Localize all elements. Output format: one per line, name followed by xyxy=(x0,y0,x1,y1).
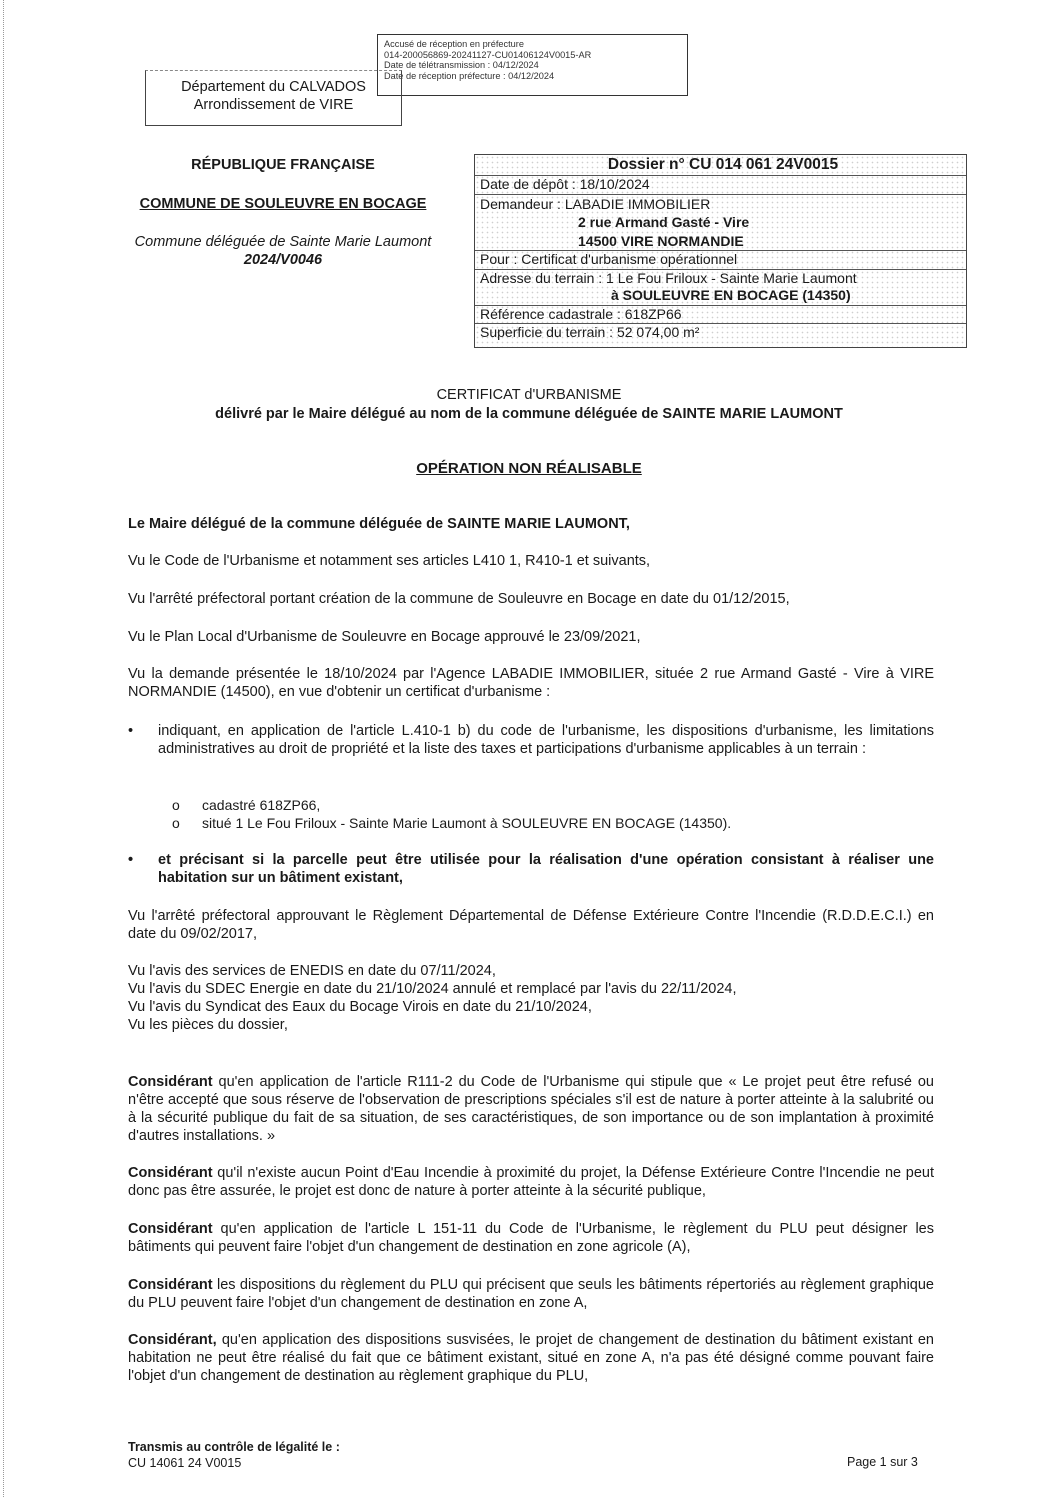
vu-demande: Vu la demande présentée le 18/10/2024 par l'Agence LABADIE IMMOBILIER, située 2 rue Armand Gasté - Vire à VIRE NORMANDIE (14500), en vue d'obtenir un certificat d'urbanisme : xyxy=(128,666,934,700)
considerant-1-label: Considérant xyxy=(128,1074,213,1090)
scan-margin-dots xyxy=(3,0,5,1497)
vu-avis-block xyxy=(128,962,934,1034)
certificat-title: CERTIFICAT d'URBANISME xyxy=(436,387,622,403)
vu-avis-enedis: Vu l'avis des services de ENEDIS en date du 07/11/2024, xyxy=(128,963,496,979)
bullet-item-1: • indiquant, en application de l'article L.410-1 b) du code de l'urbanisme, les dispositions d'urbanisme, les limitations administratives au droit de propriété et la liste des taxes et participations d'urbanisme applicables à un terrain : xyxy=(128,723,934,757)
considerant-4-text: les dispositions du règlement du PLU qui précisent que seuls les bâtiments répertoriés au règlement graphique du PLU peuvent faire l'objet d'un changement de destination en zone A, xyxy=(128,1277,934,1311)
considerant-1-text: qu'en application de l'article R111-2 du Code de l'Urbanisme qui stipule que « Le projet peut être refusé ou n'être accepté que sous réserve de l'observation de prescriptions spéciales s'il est de nature à porter atteinte à la salubrité ou à la sécurité publique du fait de sa situation, de ses caractéristiques, de son importance ou de son implantation à proximité d'autres installations. » xyxy=(128,1074,934,1144)
demandeur-address-2: 14500 VIRE NORMANDIE xyxy=(578,232,744,249)
superficie: Superficie du terrain : 52 074,00 m² xyxy=(480,324,700,340)
certificat-subtitle: délivré par le Maire délégué au nom de la commune déléguée de SAINTE MARIE LAUMONT xyxy=(215,406,843,422)
commune-deleguee xyxy=(108,233,458,269)
certificat-title-block xyxy=(0,386,1058,424)
considerant-5-text: qu'en application des dispositions susvisées, le projet de changement de destination du bâtiment existant en habitation ne peut être réalisé du fait que ce bâtiment existant, situé en zone A, n'a pas été désigné comme pouvant faire l'objet d'un changement de destination au règlement graphique du PLU, xyxy=(128,1332,934,1384)
considerant-5-label: Considérant, xyxy=(128,1332,217,1348)
considerant-3-text: qu'en application de l'article L 151-11 du Code de l'Urbanisme, le règlement du PLU peut désigner les bâtiments qui peuvent faire l'objet d'un changement de destination en zone agricole (A), xyxy=(128,1221,934,1255)
vu-avis-sdec: Vu l'avis du SDEC Energie en date du 21/10/2024 annulé et remplacé par l'avis du 22/11/2024, xyxy=(128,981,737,997)
department-box xyxy=(145,70,402,126)
considerant-2-label: Considérant xyxy=(128,1165,213,1181)
vu-code-urbanisme: Vu le Code de l'Urbanisme et notamment ses articles L410 1, R410-1 et suivants, xyxy=(128,553,651,569)
sub-item-2-text: situé 1 Le Fou Friloux - Sainte Marie Laumont à SOULEUVRE EN BOCAGE (14350). xyxy=(202,815,732,831)
vu-plu: Vu le Plan Local d'Urbanisme de Souleuvre en Bocage approuvé le 23/09/2021, xyxy=(128,629,641,645)
commune-deleguee-name: Commune déléguée de Sainte Marie Laumont xyxy=(134,234,432,250)
arrete-reference: 2024/V0046 xyxy=(243,252,323,268)
dossier-box xyxy=(474,154,967,348)
bullet-item-2: • et précisant si la parcelle peut être utilisée pour la réalisation d'une opération consistant à réaliser une habitation sur un bâtiment existant, xyxy=(128,852,934,886)
considerant-3-label: Considérant xyxy=(128,1221,213,1237)
footer-dossier-ref: CU 14061 24 V0015 xyxy=(128,1455,242,1470)
considerant-5 xyxy=(128,1331,934,1385)
footer-transmission xyxy=(128,1440,340,1471)
department-line: Département du CALVADOS xyxy=(181,79,366,95)
maire-line: Le Maire délégué de la commune déléguée de SAINTE MARIE LAUMONT, xyxy=(128,516,630,532)
terrain-address-1: Adresse du terrain : 1 Le Fou Friloux - Sainte Marie Laumont xyxy=(480,269,857,286)
sub-item-1-text: cadastré 618ZP66, xyxy=(202,797,321,813)
vu-pieces-dossier: Vu les pièces du dossier, xyxy=(128,1017,288,1033)
vu-rddeci: Vu l'arrêté préfectoral approuvant le Règlement Départemental de Défense Extérieure Contre l'Incendie (R.D.D.E.C.I.) en date du 09/02/2017, xyxy=(128,908,934,942)
reference-cadastrale: Référence cadastrale : 618ZP66 xyxy=(475,306,966,325)
bullet-item-2-text: et précisant si la parcelle peut être utilisée pour la réalisation d'une opération consistant à réaliser une habitation sur un bâtiment existant, xyxy=(158,852,934,886)
stamp-line-2: 014-200056869-20241127-CU01406124V0015-AR xyxy=(384,49,592,60)
arrondissement-line: Arrondissement de VIRE xyxy=(193,97,354,113)
terrain-block xyxy=(475,270,966,306)
demandeur: Demandeur : LABADIE IMMOBILIER xyxy=(480,195,711,212)
stamp-line-1: Accusé de réception en préfecture xyxy=(384,39,524,49)
considerant-4-label: Considérant xyxy=(128,1277,213,1293)
considerant-1 xyxy=(128,1073,934,1145)
vu-avis-syndicat-eaux: Vu l'avis du Syndicat des Eaux du Bocage Virois en date du 21/10/2024, xyxy=(128,999,592,1015)
considerant-4 xyxy=(128,1276,934,1312)
prefecture-receipt-stamp xyxy=(377,34,688,96)
commune-heading: COMMUNE DE SOULEUVRE EN BOCAGE xyxy=(139,196,427,212)
stamp-line-4: Date de réception préfecture : 04/12/2024 xyxy=(384,70,555,81)
bullet-item-1-text: indiquant, en application de l'article L.410-1 b) du code de l'urbanisme, les dispositions d'urbanisme, les limitations administratives au droit de propriété et la liste des taxes et participations d'urbanisme applicables à un terrain : xyxy=(158,723,934,757)
republique-heading: RÉPUBLIQUE FRANÇAISE xyxy=(191,157,375,173)
considerant-3 xyxy=(128,1220,934,1256)
operation-status: OPÉRATION NON RÉALISABLE xyxy=(416,460,642,477)
stamp-line-3: Date de télétransmission : 04/12/2024 xyxy=(384,60,539,71)
page-number: Page 1 sur 3 xyxy=(847,1455,918,1469)
footer-legalite: Transmis au contrôle de légalité le : xyxy=(128,1440,340,1454)
date-depot: Date de dépôt : 18/10/2024 xyxy=(475,176,966,195)
vu-arrete-creation: Vu l'arrêté préfectoral portant création de la commune de Souleuvre en Bocage en date du 01/12/2015, xyxy=(128,591,790,607)
demandeur-address-1: 2 rue Armand Gasté - Vire xyxy=(578,214,750,230)
demandeur-block xyxy=(475,195,966,252)
dossier-number: Dossier n° CU 014 061 24V0015 xyxy=(475,155,966,176)
objet-demande: Pour : Certificat d'urbanisme opérationnel xyxy=(475,251,966,270)
considerant-2 xyxy=(128,1164,934,1200)
terrain-address-2: à SOULEUVRE EN BOCAGE (14350) xyxy=(611,287,851,303)
considerant-2-text: qu'il n'existe aucun Point d'Eau Incendie à proximité du projet, la Défense Extérieure Contre l'Incendie ne peut donc pas être assurée, le projet est donc de nature à porter atteinte à la sécurité publique, xyxy=(128,1165,934,1199)
